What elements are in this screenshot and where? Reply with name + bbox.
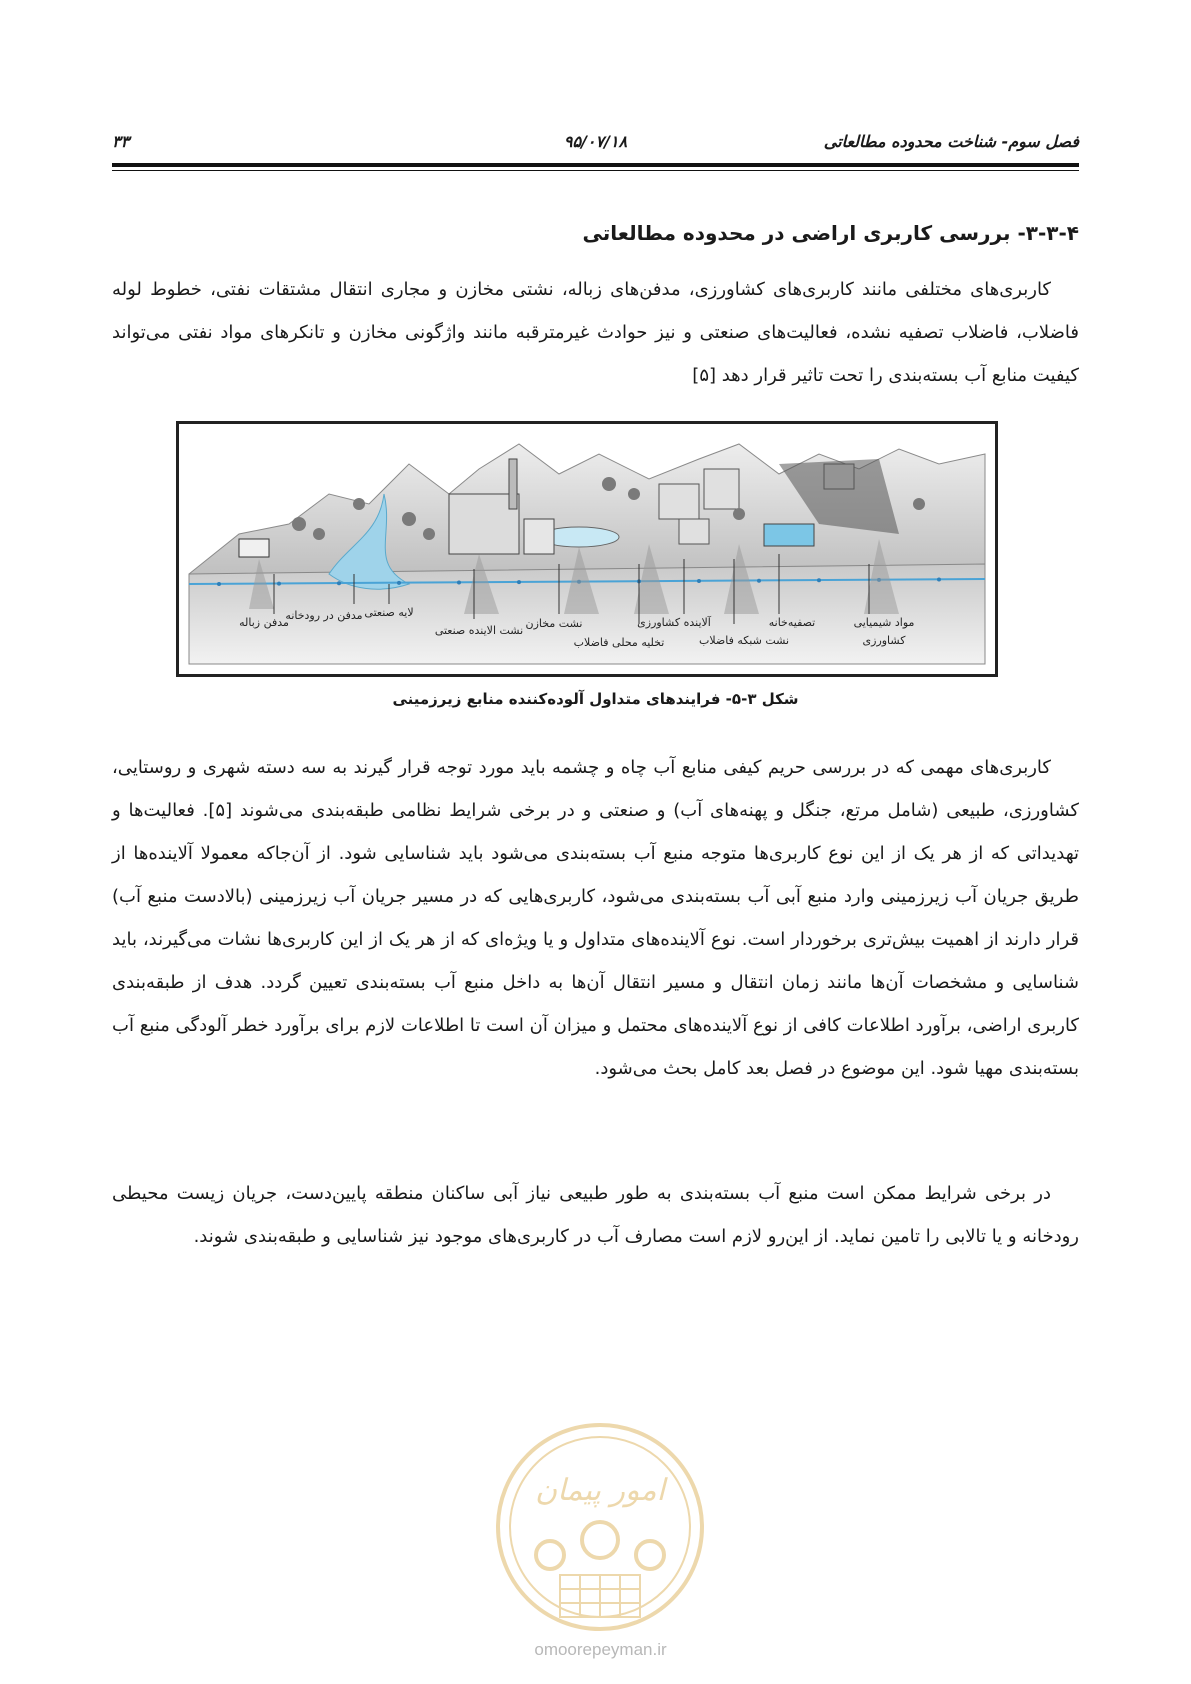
page-header [112, 128, 1079, 162]
label-local-sewage: تخلیه محلی فاضلاب [573, 636, 665, 649]
page-number: ۳۳ [112, 132, 130, 151]
paragraph-3: در برخی شرایط ممکن است منبع آب بسته‌بندی به طور طبیعی نیاز آبی ساکنان منطقه پایین‌دست، جریان زیست محیطی رودخانه و یا تالابی را تامین نماید. از این‌رو لازم است مصارف آب در کاربری‌های موجود نیز شناسایی و طبقه‌بندی شوند. [112, 1183, 1079, 1247]
groundwater-pollution-figure [176, 421, 998, 677]
watermark-logo [488, 1415, 713, 1640]
factory-annex [524, 519, 554, 554]
treatment-pond [764, 524, 814, 546]
figure-illustration [179, 424, 995, 674]
label-chemicals-line1: مواد شیمیایی [853, 616, 915, 629]
label-river-landfill: مدفن در رودخانه [285, 609, 363, 622]
village-house [679, 519, 709, 544]
watermark-url: omoorepeyman.ir [534, 1640, 667, 1659]
village-house [704, 469, 739, 509]
label-tank-leak: نشت مخازن [525, 617, 583, 630]
dump-truck [239, 539, 269, 557]
label-industrial-layer: لایه صنعتی [364, 606, 414, 619]
header-rule-thin [112, 170, 1079, 171]
factory-chimney [509, 459, 517, 509]
figure-caption: شکل ۳-۵- فرایندهای متداول آلوده‌کننده منابع زیرزمینی [392, 690, 799, 708]
watermark-logo-text: امور پیمان [535, 1473, 665, 1508]
header-rule-thick [112, 163, 1079, 167]
label-treatment: تصفیه‌خانه [768, 616, 816, 629]
header-date: ۹۵/۰۷/۱۸ [563, 132, 628, 151]
label-industrial-leak: نشت الاینده صنعتی [434, 624, 524, 637]
paragraph-1: کاربری‌های مختلفی مانند کاربری‌های کشاورزی، مدفن‌های زباله، نشتی مخازن و مجاری انتقال مشتقات نفتی، خطوط لوله فاضلاب، فاضلاب تصفیه نشده، فعالیت‌های صنعتی و نیز حوادث غیرمترقبه مانند واژگونی مخازن و تانکرهای مواد نفتی می‌تواند کیفیت منابع آب بسته‌بندی را تحت تاثیر قرار دهد [۵] [112, 279, 1079, 386]
section-title: ۳-۳-۴- بررسی کاربری اراضی در محدوده مطالعاتی [582, 221, 1079, 245]
label-agri-pollutant: آلاینده کشاورزی [637, 616, 711, 629]
chapter-title: فصل سوم- شناخت محدوده مطالعاتی [823, 132, 1079, 151]
paragraph-2: کاربری‌های مهمی که در بررسی حریم کیفی منابع آب چاه و چشمه باید مورد توجه قرار گیرند به سه دسته شهری و روستایی، کشاورزی، طبیعی (شامل مرتع، جنگل و پهنه‌های آب) و صنعتی و در برخی شرایط نظامی طبقه‌بندی می‌شوند [۵]. فعالیت‌ها و تهدیداتی که از هر یک از این نوع کاربری‌ها متوجه منبع آب بسته‌بندی می‌شود باید شناسایی شود. از آن‌جاکه معمولا آلاینده‌ها از طریق جریان آب زیرزمینی وارد منبع آبی آب بسته‌بندی می‌شود، کاربری‌هایی که در مسیر جریان آب زیرزمینی (بالادست منبع آب) قرار دارند از اهمیت بیش‌تری برخوردار است. نوع آلاینده‌های متداول و یا ویژه‌ای که از هر یک از این کاربری‌ها نشات می‌گیرند، باید شناسایی و مشخصات آن‌ها مانند زمان انتقال و مسیر انتقال آن‌ها به داخل منبع آب بسته‌بندی تعیین گردد. هدف از طبقه‌بندی کاربری اراضی، برآورد اطلاعات کافی از نوع آلاینده‌های محتمل و میزان آن است تا اطلاعات لازم برای برآورد خطر آلودگی منبع آب بسته‌بندی مهیا شود. این موضوع در فصل بعد کامل بحث می‌شود. [112, 757, 1079, 1079]
label-landfill: مدفن زباله [239, 616, 289, 629]
village-house [659, 484, 699, 519]
label-chemicals-line2: کشاورزی [862, 634, 906, 647]
label-sewer-leak: نشت شبکه فاضلاب [698, 634, 790, 647]
